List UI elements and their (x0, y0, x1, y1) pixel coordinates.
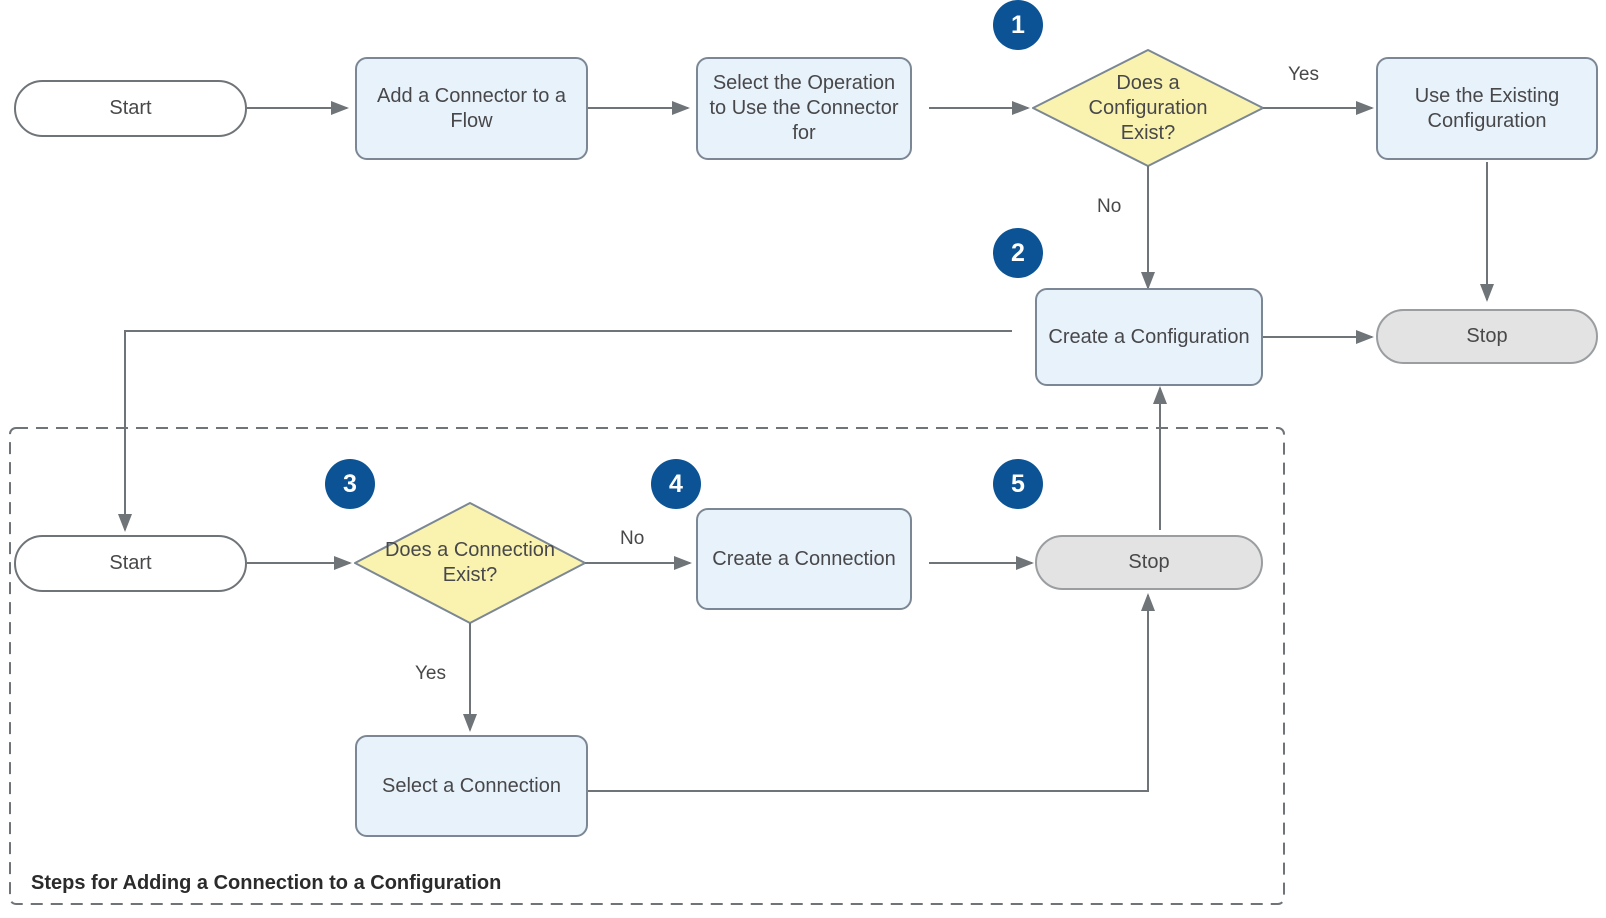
node-stop-bottom[interactable] (1035, 535, 1263, 590)
edge-label-no-connection: No (620, 528, 645, 549)
node-start-top[interactable] (14, 80, 247, 137)
node-label: Create a Connection (712, 547, 896, 570)
node-label: Does a Connection Exist? (384, 539, 556, 586)
node-label: Stop (1128, 551, 1170, 573)
node-stop-top[interactable] (1376, 309, 1598, 364)
node-add-connector[interactable] (355, 57, 588, 160)
node-use-existing-config[interactable] (1376, 57, 1598, 160)
node-label: Add a Connector to a Flow (376, 84, 566, 132)
badge-step-4: 4 (651, 459, 701, 509)
edge-label-yes-connection: Yes (415, 663, 446, 684)
node-create-configuration[interactable] (1035, 288, 1263, 386)
node-label: Start (109, 97, 152, 119)
node-label: Start (109, 552, 152, 574)
badge-step-3: 3 (325, 459, 375, 509)
node-select-connection[interactable] (355, 735, 588, 837)
badge-step-1: 1 (993, 0, 1043, 50)
node-connection-exists[interactable] (358, 523, 582, 603)
node-select-operation[interactable] (696, 57, 912, 160)
arrow-select-connection-to-sub-stop (588, 595, 1148, 791)
node-label: Stop (1466, 325, 1508, 347)
node-start-bottom[interactable] (14, 535, 247, 592)
node-config-exists[interactable] (1053, 68, 1243, 148)
node-label: Select the Operation to Use the Connector for (709, 72, 899, 144)
node-create-connection[interactable] (696, 508, 912, 610)
node-label: Create a Configuration (1048, 325, 1250, 348)
arrow-create-configuration-to-sub-start (125, 331, 1012, 530)
node-label: Does a Configuration Exist? (1088, 71, 1208, 144)
edge-label-yes-config: Yes (1288, 64, 1319, 85)
group-caption: Steps for Adding a Connection to a Configuration (31, 872, 502, 894)
edge-label-no-config: No (1097, 196, 1122, 217)
badge-step-2: 2 (993, 228, 1043, 278)
node-label: Use the Existing Configuration (1414, 84, 1560, 132)
group-box (10, 428, 1284, 904)
node-label: Select a Connection (381, 774, 561, 797)
badge-step-5: 5 (993, 459, 1043, 509)
